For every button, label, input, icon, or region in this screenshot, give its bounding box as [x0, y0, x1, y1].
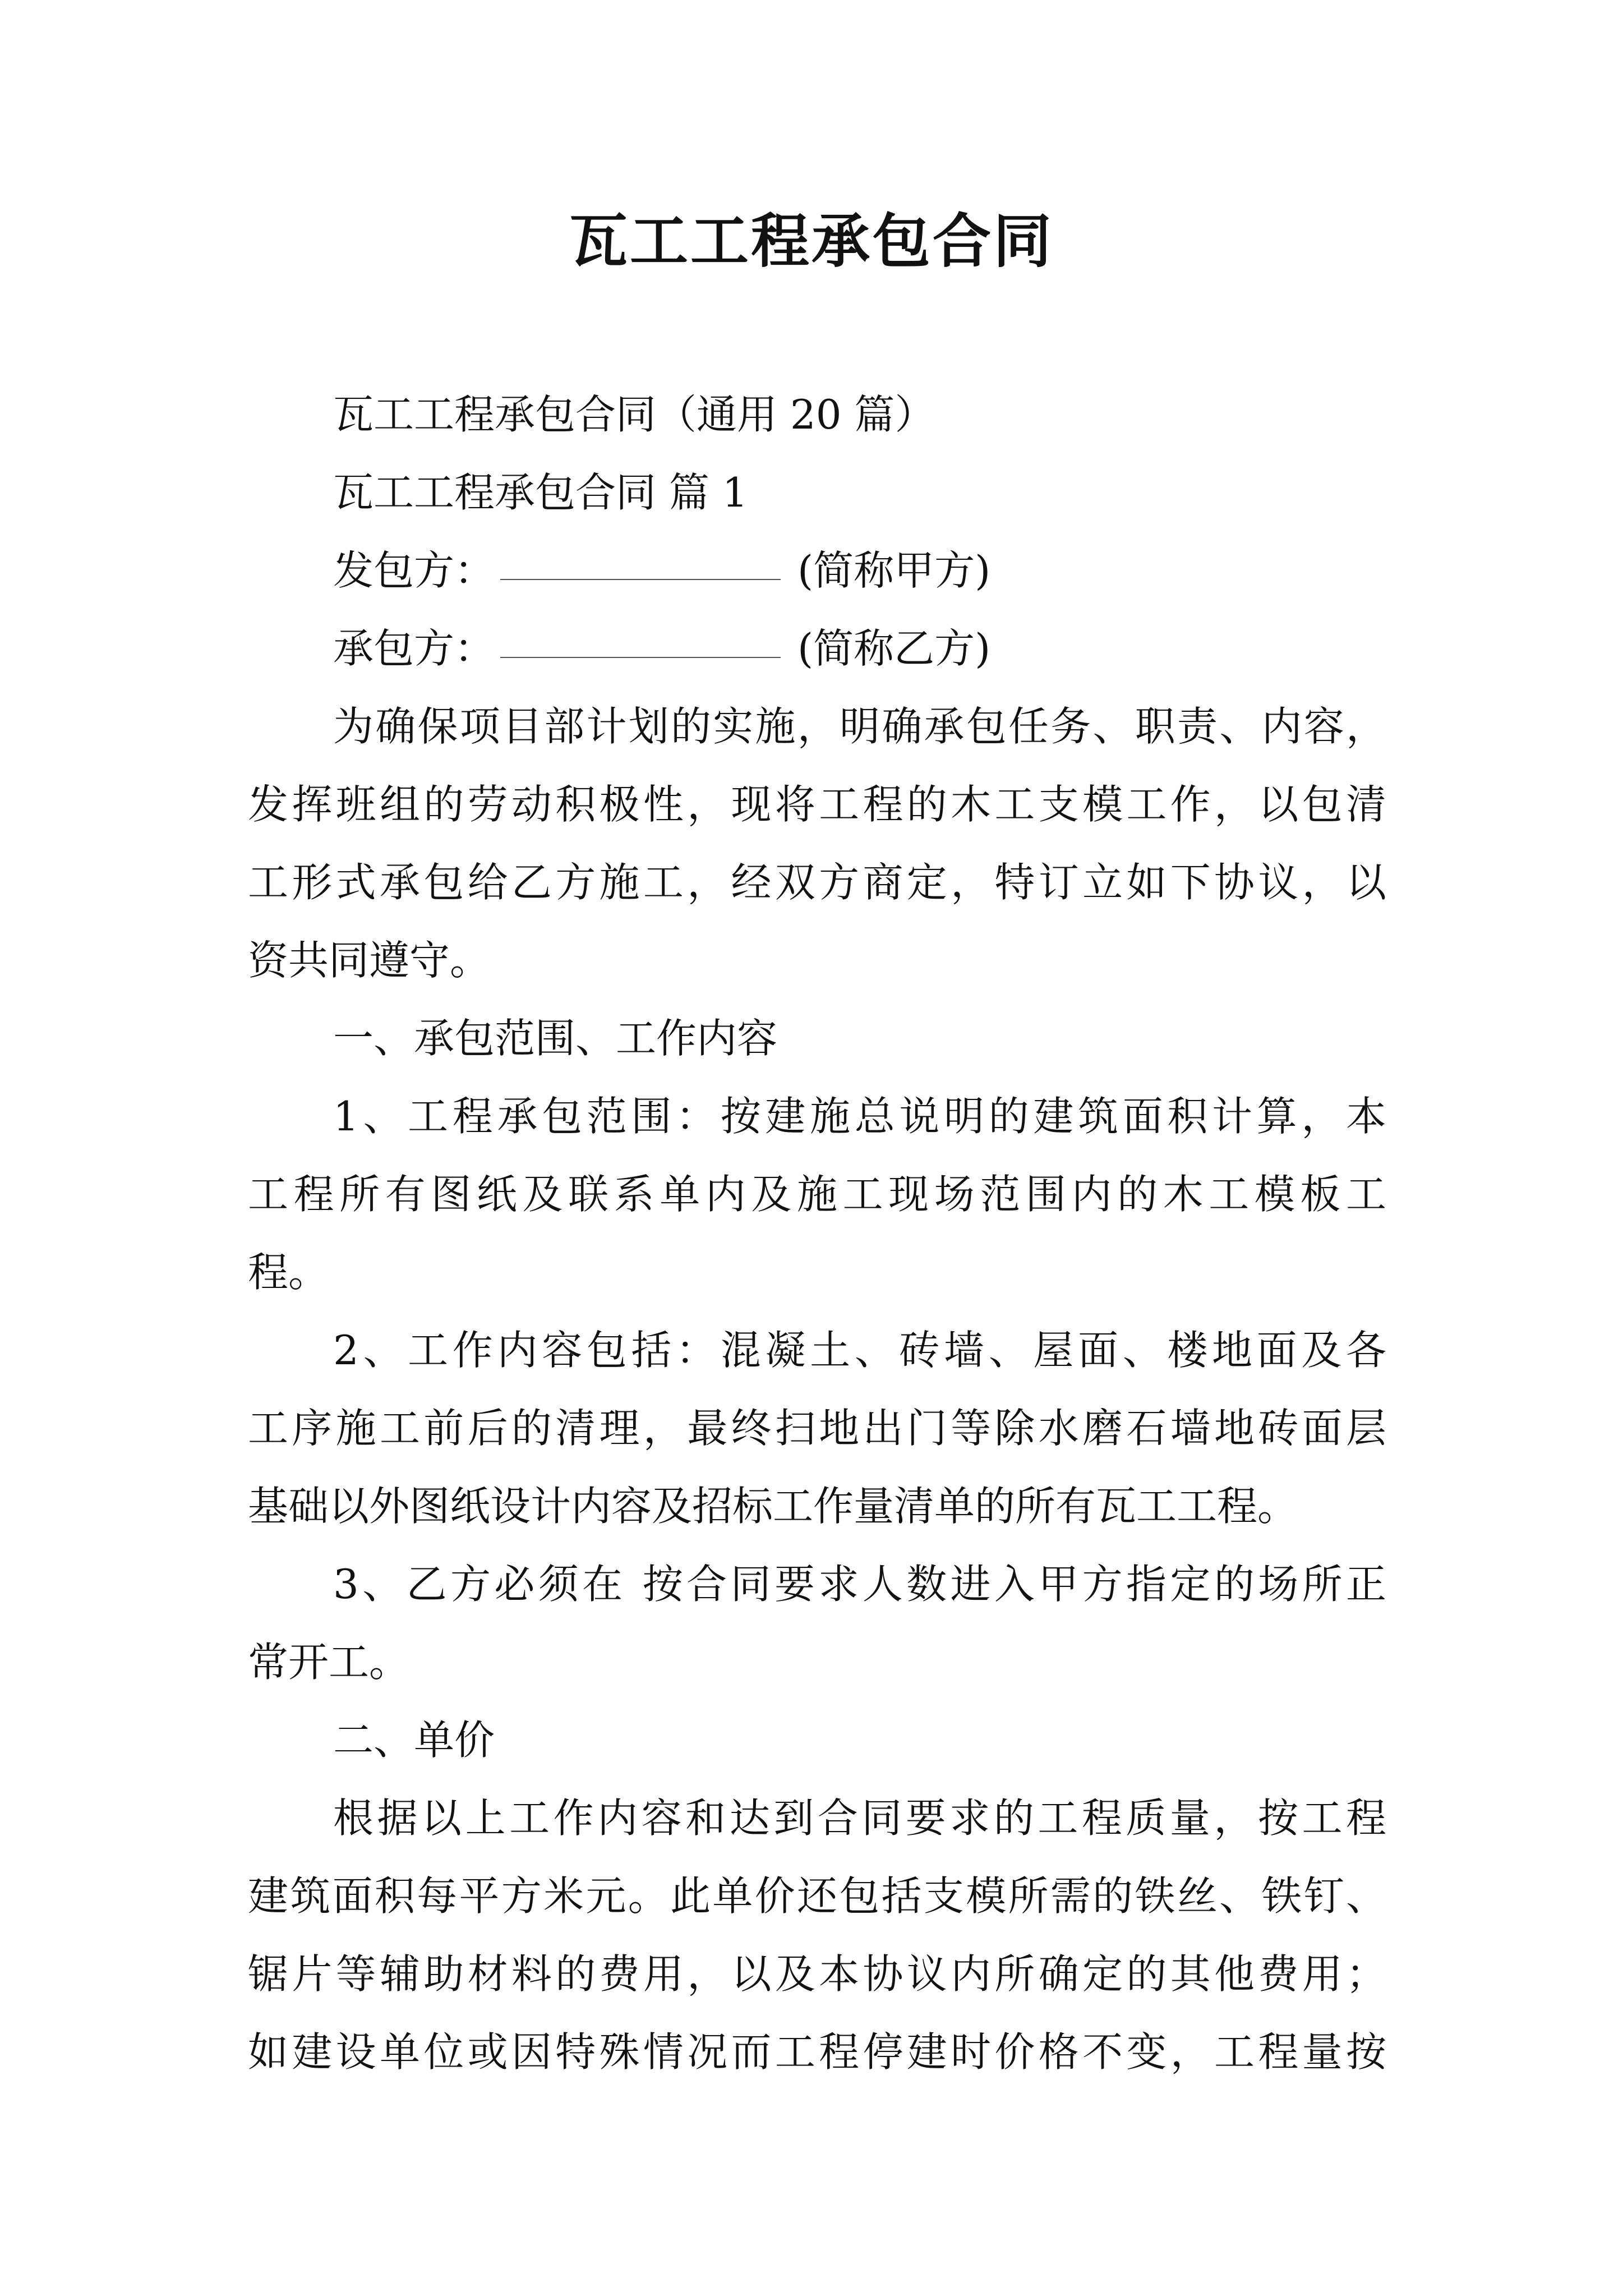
paragraph-line: 如建设单位或因特殊情况而工程停建时价格不变，工程量按 — [248, 2028, 1386, 2076]
paragraph-line: 锯片等辅助材料的费用，以及本协议内所确定的其他费用； — [248, 1950, 1386, 1998]
document-title: 瓦工工程承包合同 — [569, 206, 1054, 275]
party-b-line — [248, 610, 1386, 688]
party-b-blank — [500, 657, 781, 658]
party-a-line — [248, 532, 1386, 610]
section-heading: 一、承包范围、工作内容 — [333, 1015, 778, 1062]
party-b-label: 承包方： — [333, 625, 495, 672]
paragraph-line: 资共同遵守。 — [248, 937, 491, 984]
paragraph-line: 建筑面积每平方米元。此单价还包括支模所需的铁丝、铁钉、 — [248, 1872, 1386, 1920]
paragraph-line: 根据以上工作内容和达到合同要求的工程质量，按工程 — [333, 1795, 1386, 1842]
paragraph-line: 为确保项目部计划的实施，明确承包任务、职责、内容， — [333, 703, 1386, 750]
party-a-blank — [500, 579, 781, 580]
document-body — [248, 376, 1386, 2091]
paragraph-line: 工形式承包给乙方施工，经双方商定，特订立如下协议，以 — [248, 859, 1386, 906]
party-b-note: (简称乙方) — [797, 625, 991, 672]
paragraph-line: 程。 — [248, 1249, 329, 1296]
paragraph-line: 工程所有图纸及联系单内及施工现场范围内的木工模板工 — [248, 1171, 1386, 1218]
section-heading: 二、单价 — [333, 1717, 495, 1764]
paragraph-line: 基础以外图纸设计内容及招标工作量清单的所有瓦工工程。 — [248, 1483, 1298, 1530]
paragraph-line: 常开工。 — [248, 1639, 410, 1686]
paragraph-line: 3、乙方必须在 按合同要求人数进入甲方指定的场所正 — [333, 1561, 1386, 1608]
party-a-note: (简称甲方) — [797, 547, 991, 594]
paragraph-line: 工序施工前后的清理，最终扫地出门等除水磨石墙地砖面层 — [248, 1405, 1386, 1452]
paragraph-line: 发挥班组的劳动积极性，现将工程的木工支模工作，以包清 — [248, 781, 1386, 828]
party-a-label: 发包方： — [333, 547, 495, 594]
paragraph-line: 2、工作内容包括：混凝土、砖墙、屋面、楼地面及各 — [333, 1327, 1386, 1374]
subtitle: 瓦工工程承包合同（通用 20 篇） — [333, 391, 935, 438]
paragraph-line: 1、工程承包范围：按建施总说明的建筑面积计算，本 — [333, 1093, 1386, 1140]
part-heading: 瓦工工程承包合同 篇 1 — [333, 469, 748, 516]
